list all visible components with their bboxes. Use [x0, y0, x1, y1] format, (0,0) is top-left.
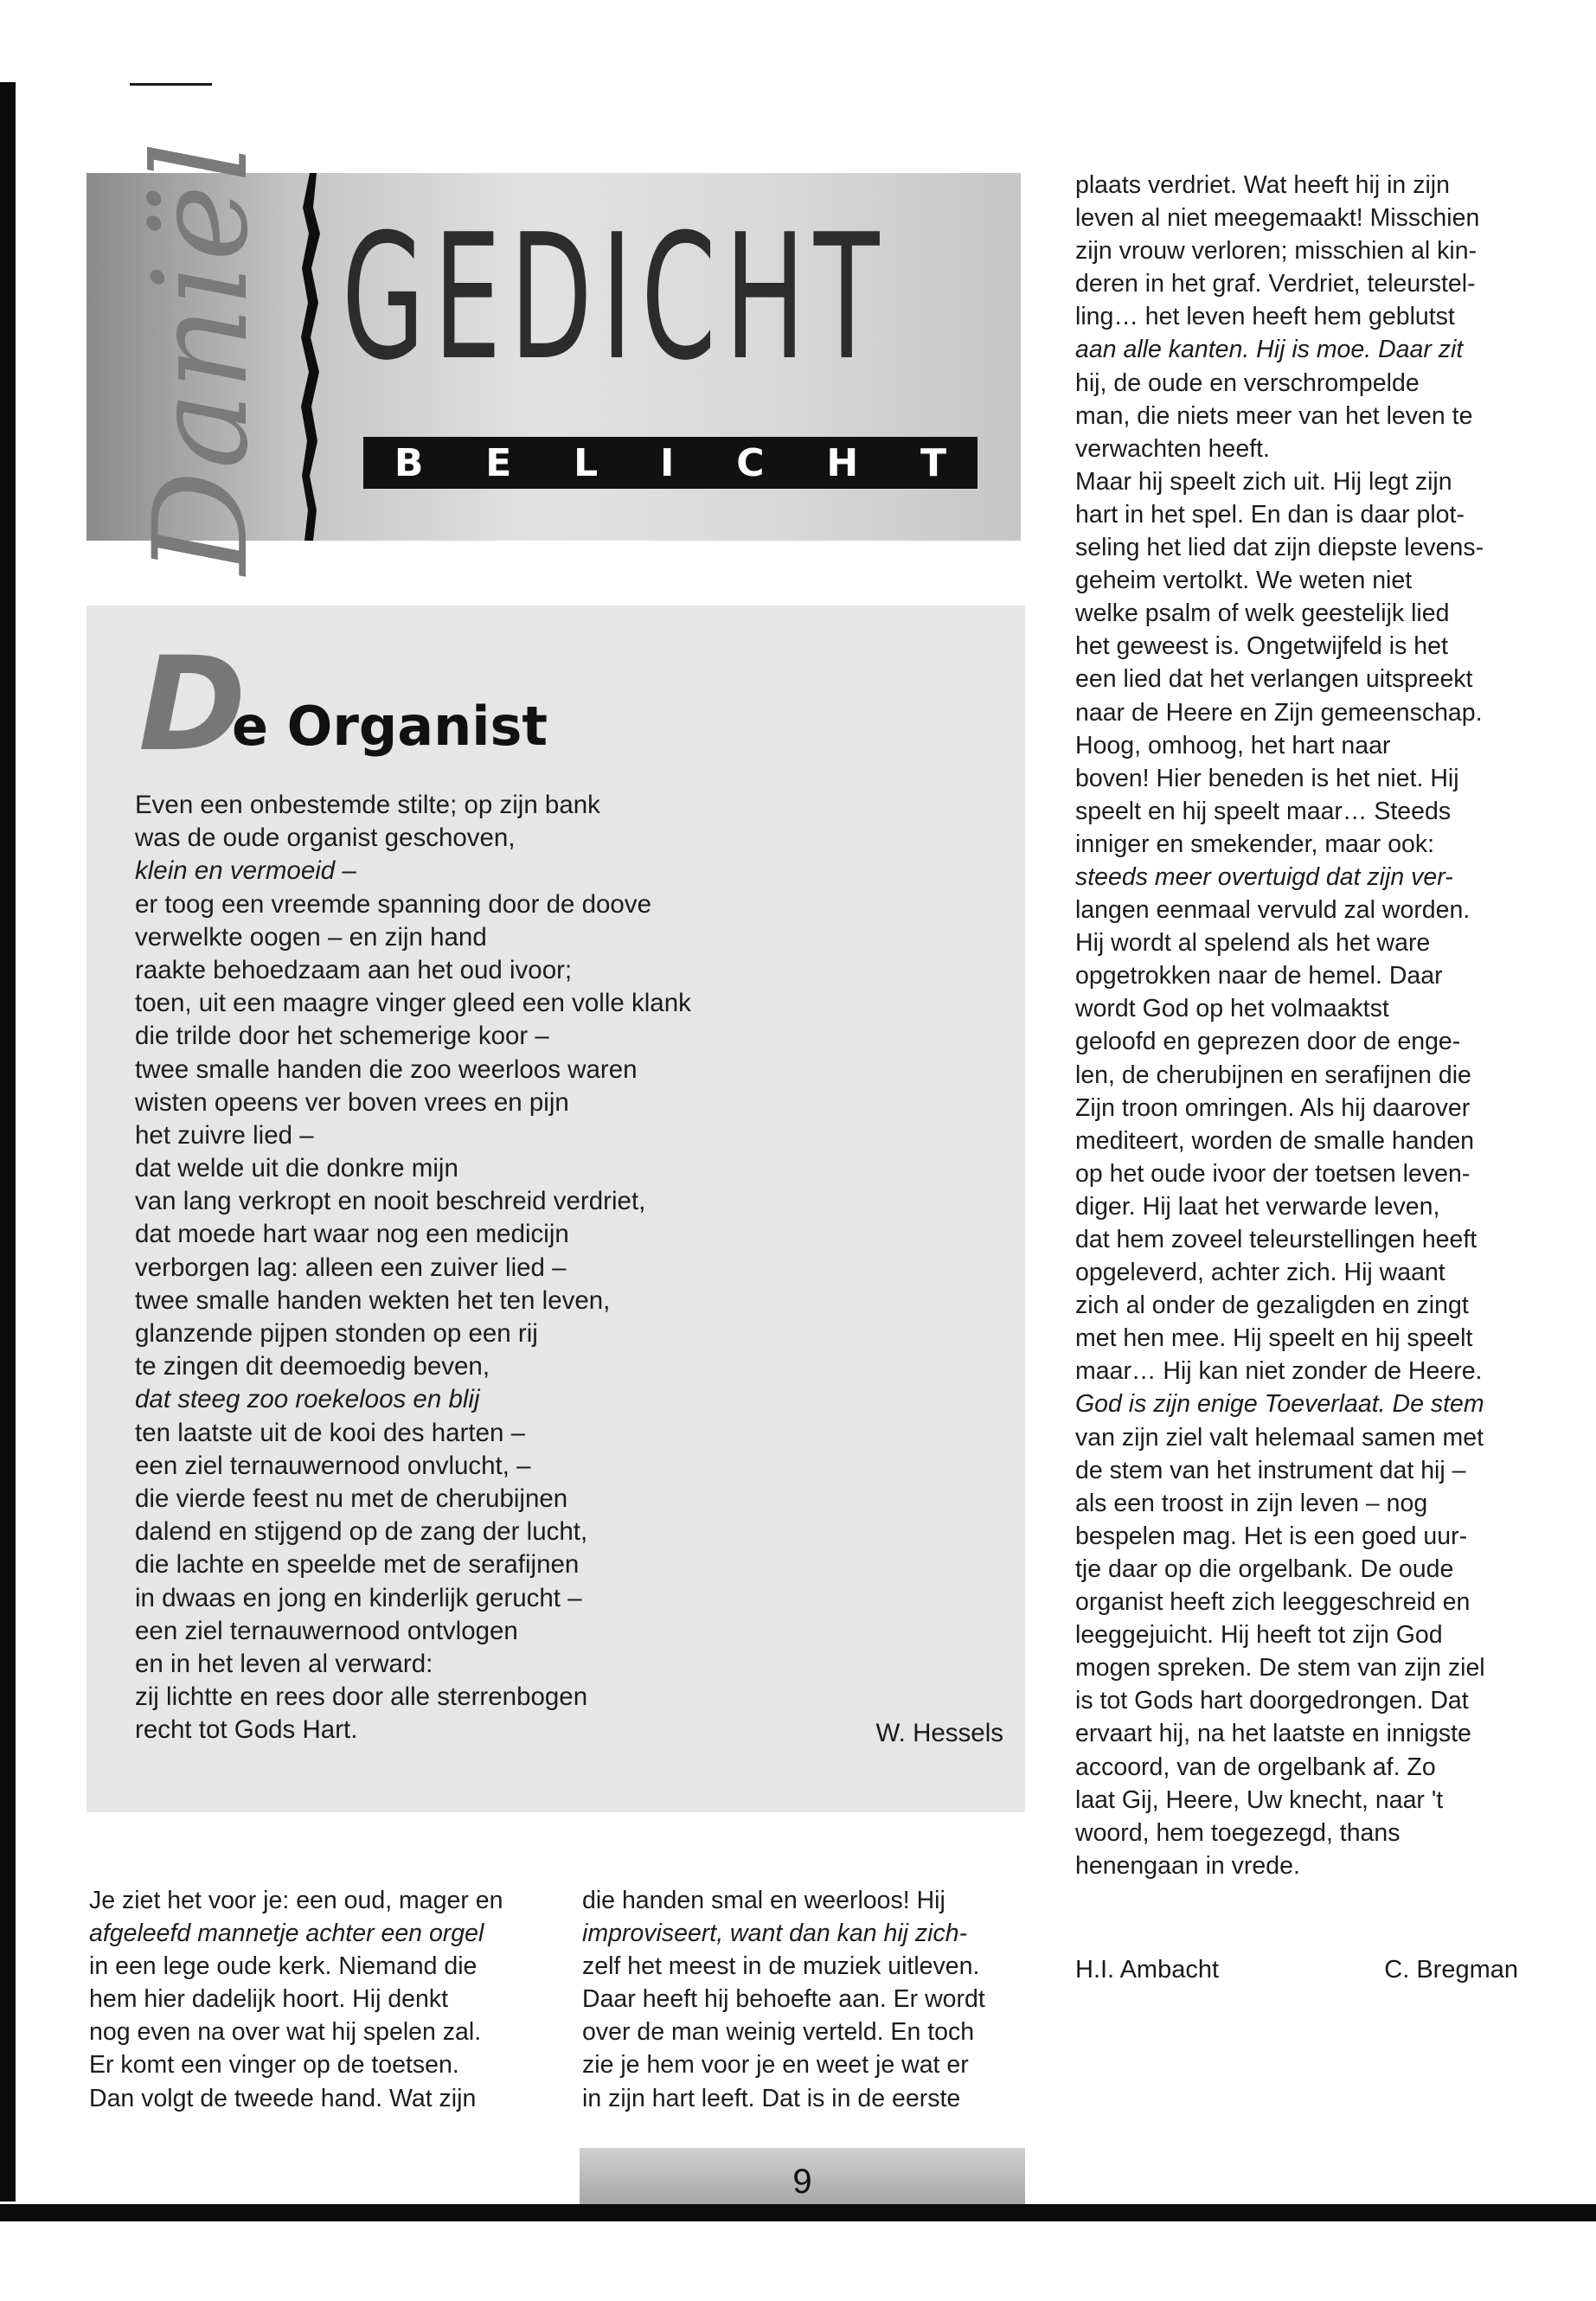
poem-line: toen, uit een maagre vinger gleed een volle klank	[135, 989, 691, 1018]
poem-line: twee smalle handen wekten het ten leven,	[135, 1285, 611, 1315]
article-line: over de man weinig verteld. En toch	[582, 2018, 975, 2047]
bottom-edge-bar	[0, 2204, 1596, 2221]
article-line: verwachten heeft.	[1075, 434, 1270, 463]
poem-author: W. Hessels	[875, 1719, 1003, 1747]
poem-line: ten laatste uit de kooi des harten –	[135, 1418, 525, 1447]
left-edge-bar	[0, 82, 16, 2202]
article-line: Je ziet het voor je: een oud, mager en	[89, 1887, 503, 1914]
article-line: geloofd en geprezen door de enge-	[1075, 1028, 1461, 1056]
poem-line: Even een onbestemde stilte; op zijn bank	[135, 791, 600, 819]
poem-line: die trilde door het schemerige koor –	[135, 1022, 549, 1051]
article-line: van zijn ziel valt helemaal samen met	[1075, 1423, 1484, 1452]
article-line: de stem van het instrument dat hij –	[1075, 1456, 1466, 1484]
article-line: een lied dat het verlangen uitspreekt	[1075, 665, 1473, 694]
page-number: 9	[792, 2163, 812, 2201]
poem-line: te zingen dit deemoedig beven,	[135, 1352, 490, 1381]
article-line: opgetrokken naar de hemel. Daar	[1075, 962, 1443, 990]
poem-line: die vierde feest nu met de cherubijnen	[135, 1484, 568, 1513]
article-column-3	[1075, 169, 1525, 1882]
poem-line: en in het leven al verward:	[135, 1649, 433, 1678]
poem-line: glanzende pijpen stonden op een rij	[135, 1319, 538, 1348]
article-line: leeggejuicht. Hij heeft tot zijn God	[1075, 1621, 1443, 1650]
article-line: man, die niets meer van het leven te	[1075, 401, 1473, 430]
poem-line: er toog een vreemde spanning door de doove	[135, 889, 651, 919]
article-line: zelf het meest in de muziek uitleven.	[582, 1952, 980, 1981]
article-line: Hij wordt al spelend als het ware	[1075, 929, 1431, 958]
article-line: len, de cherubijnen en serafijnen die	[1075, 1061, 1471, 1089]
article-line: Hoog, omhoog, het hart naar	[1075, 731, 1391, 760]
article-line: afgeleefd mannetje achter een orgel	[89, 1920, 484, 1948]
article-line: hem hier dadelijk hoort. Hij denkt	[89, 1985, 449, 2014]
article-line: nog even na over wat hij spelen zal.	[89, 2018, 482, 2047]
article-line: Maar hij speelt zich uit. Hij legt zijn	[1075, 467, 1452, 496]
article-line: mogen spreken. De stem van zijn ziel	[1075, 1654, 1485, 1682]
poem-line: dat moede hart waar nog een medicijn	[135, 1220, 569, 1249]
article-line: naar de Heere en Zijn gemeenschap.	[1075, 698, 1483, 727]
poem-line: dat steeg zoo roekeloos en blij	[135, 1385, 480, 1414]
top-crop-mark	[130, 83, 212, 86]
poem-line: verborgen lag: alleen een zuiver lied –	[135, 1253, 567, 1282]
article-line: Er komt een vinger op de toetsen.	[89, 2051, 459, 2080]
poem-drop-cap: D	[138, 630, 247, 780]
article-line: Dan volgt de tweede hand. Wat zijn	[89, 2084, 477, 2112]
daniel-script-word	[102, 138, 301, 575]
article-line: zijn vrouw verloren; misschien al kin-	[1075, 237, 1477, 266]
subtitle-letter: E	[485, 440, 512, 485]
poem-line: verwelkte oogen – en zijn hand	[135, 922, 487, 952]
poem-line: in dwaas en jong en kinderlijk gerucht –	[135, 1583, 582, 1612]
subtitle-letter: L	[574, 440, 599, 485]
article-line: diger. Hij laat het verwarde leven,	[1075, 1192, 1440, 1221]
article-line: laat Gij, Heere, Uw knecht, naar 't	[1075, 1785, 1444, 1814]
article-line: zich al onder de gezaligden en zingt	[1075, 1292, 1469, 1320]
subtitle-letter: B	[394, 440, 424, 485]
article-line: geheim vertolkt. We weten niet	[1075, 567, 1413, 595]
article-line: langen eenmaal vervuld zal worden.	[1075, 896, 1471, 925]
article-line: leven al niet meegemaakt! Misschien	[1075, 204, 1480, 233]
article-line: wordt God op het volmaaktst	[1075, 995, 1389, 1023]
article-line: deren in het graf. Verdriet, teleurstel-	[1075, 270, 1476, 298]
subtitle-letter: T	[920, 440, 947, 485]
article-column-1	[89, 1884, 556, 2115]
article-line: God is zijn enige Toeverlaat. De stem	[1075, 1390, 1484, 1419]
article-line: maar… Hij kan niet zonder de Heere.	[1075, 1357, 1483, 1386]
article-line: Daar heeft hij behoefte aan. Er wordt	[582, 1985, 985, 2014]
header-title: GEDICHT	[342, 197, 888, 399]
daniel-script-text: Daniël	[126, 138, 277, 575]
article-line: seling het lied dat zijn diepste levens-	[1075, 534, 1484, 562]
poem-line: zij lichtte en rees door alle sterrenbogen	[135, 1682, 588, 1712]
article-line: dat hem zoveel teleurstellingen heeft	[1075, 1226, 1477, 1253]
article-line: tje daar op die orgelbank. De oude	[1075, 1554, 1454, 1583]
article-line: bespelen mag. Het is een goed uur-	[1075, 1522, 1468, 1550]
article-line: plaats verdriet. Wat heeft hij in zijn	[1075, 171, 1450, 199]
header-subtitle-bar	[363, 437, 977, 489]
article-line: als een troost in zijn leven – nog	[1075, 1489, 1428, 1517]
article-line: ling… het leven heeft hem geblutst	[1075, 303, 1455, 331]
signature-name: C. Bregman	[1384, 1956, 1518, 1984]
poem-line: klein en vermoeid –	[135, 856, 356, 886]
article-line: in zijn hart leeft. Dat is in de eerste	[582, 2084, 961, 2112]
poem-line: raakte behoedzaam aan het oud ivoor;	[135, 955, 573, 984]
article-line: het geweest is. Ongetwijfeld is het	[1075, 632, 1448, 661]
poem-line: het zuivre lied –	[135, 1120, 314, 1150]
article-line: opgeleverd, achter zich. Hij waant	[1075, 1259, 1445, 1287]
article-line: speelt en hij speelt maar… Steeds	[1075, 797, 1452, 825]
article-line: die handen smal en weerloos! Hij	[582, 1887, 945, 1914]
poem-line: wisten opeens ver boven vrees en pijn	[135, 1087, 569, 1117]
article-line: woord, hem toegezegd, thans	[1075, 1818, 1401, 1847]
poem-title: e Organist	[232, 695, 548, 758]
article-column-2	[582, 1884, 1032, 2115]
signature-place: H.I. Ambacht	[1075, 1956, 1220, 1984]
poem-line: dalend en stijgend op de zang der lucht,	[135, 1517, 588, 1547]
poem-line: die lachte en speelde met de serafijnen	[135, 1550, 580, 1580]
article-line: organist heeft zich leeggeschreid en	[1075, 1588, 1471, 1617]
article-line: zie je hem voor je en weet je wat er	[582, 2051, 969, 2080]
article-line: met hen mee. Hij speelt en hij speelt	[1075, 1324, 1473, 1353]
poem-line: recht tot Gods Hart.	[135, 1715, 358, 1745]
subtitle-letter: I	[660, 440, 675, 485]
poem-line: een ziel ternauwernood ontvlogen	[135, 1616, 518, 1645]
article-line: hart in het spel. En dan is daar plot-	[1075, 500, 1465, 529]
article-line: Zijn troon omringen. Als hij daarover	[1075, 1093, 1471, 1122]
poem-line: dat welde uit die donkre mijn	[135, 1154, 458, 1183]
poem-line: twee smalle handen die zoo weerloos waren	[135, 1054, 638, 1084]
article-line: ervaart hij, na het laatste en innigste	[1075, 1720, 1471, 1748]
article-line: welke psalm of welk geestelijk lied	[1075, 599, 1450, 628]
poem-line: een ziel ternauwernood onvlucht, –	[135, 1451, 531, 1480]
article-line: is tot Gods hart doorgedrongen. Dat	[1075, 1687, 1469, 1715]
article-line: hij, de oude en verschrompelde	[1075, 369, 1420, 397]
article-line: steeds meer overtuigd dat zijn ver-	[1075, 862, 1453, 891]
poem-lines	[135, 789, 879, 1747]
poem-line: was de oude organist geschoven,	[135, 824, 516, 853]
article-line: inniger en smekender, maar ook:	[1075, 830, 1435, 858]
article-line: in een lege oude kerk. Niemand die	[89, 1952, 478, 1981]
article-line: aan alle kanten. Hij is moe. Daar zit	[1075, 336, 1464, 364]
article-line: mediteert, worden de smalle handen	[1075, 1126, 1475, 1155]
torn-spine-decoration	[294, 173, 329, 541]
article-line: accoord, van de orgelbank af. Zo	[1075, 1753, 1436, 1781]
article-line: boven! Hier beneden is het niet. Hij	[1075, 764, 1459, 792]
article-line: op het oude ivoor der toetsen leven-	[1075, 1159, 1471, 1188]
subtitle-letter: C	[736, 440, 765, 485]
poem-line: van lang verkropt en nooit beschreid verdriet,	[135, 1187, 646, 1216]
article-line: henengaan in vrede.	[1075, 1851, 1300, 1880]
subtitle-letter: H	[826, 440, 859, 485]
article-line: improviseert, want dan kan hij zich-	[582, 1920, 968, 1948]
